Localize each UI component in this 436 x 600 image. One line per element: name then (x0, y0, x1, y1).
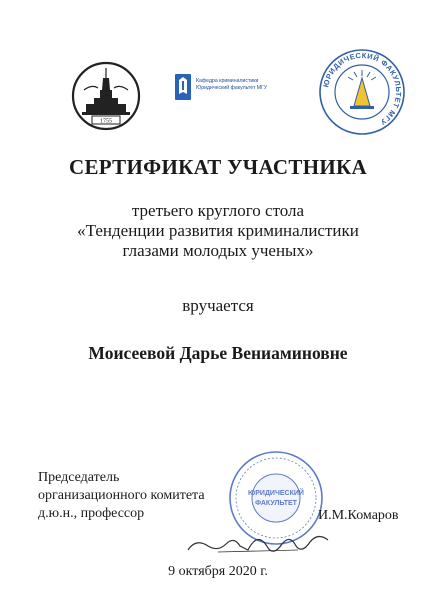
department-logo (174, 72, 284, 104)
department-faculty: Юридический факультет МГУ (196, 85, 268, 91)
stamp-text-bottom: ФАКУЛЬТЕТ (255, 500, 297, 507)
book-emblem-icon (174, 72, 192, 102)
awarded-text: вручается (182, 296, 254, 315)
msu-year: 1755 (100, 118, 112, 125)
role-line-3: д.ю.н., профессор (38, 506, 145, 521)
recipient-name: Моисеевой Дарье Вениаминовне (88, 343, 348, 363)
handwritten-signature (178, 520, 338, 560)
msu-emblem-icon (70, 60, 142, 132)
issue-date: 9 октября 2020 г. (168, 564, 268, 579)
event-line-2: «Тенденции развития криминалистики (77, 221, 359, 240)
stamp-text-top: ЮРИДИЧЕСКИЙ (248, 490, 304, 497)
role-line-2: организационного комитета (38, 488, 205, 503)
event-line-1: третьего круглого стола (131, 201, 305, 220)
certificate-title: СЕРТИФИКАТ УЧАСТНИКА (69, 155, 367, 179)
faculty-emblem-icon (318, 48, 406, 136)
role-line-1: Председатель (38, 470, 120, 485)
faculty-ring-text: ЮРИДИЧЕСКИЙ ФАКУЛЬТЕТ МГУ (321, 50, 404, 128)
signatory-name: И.М.Комаров (318, 508, 399, 523)
signatory-role (38, 469, 205, 523)
event-line-3: глазами молодых ученых» (122, 241, 314, 260)
department-name: Кафедра криминалистики (196, 78, 259, 84)
